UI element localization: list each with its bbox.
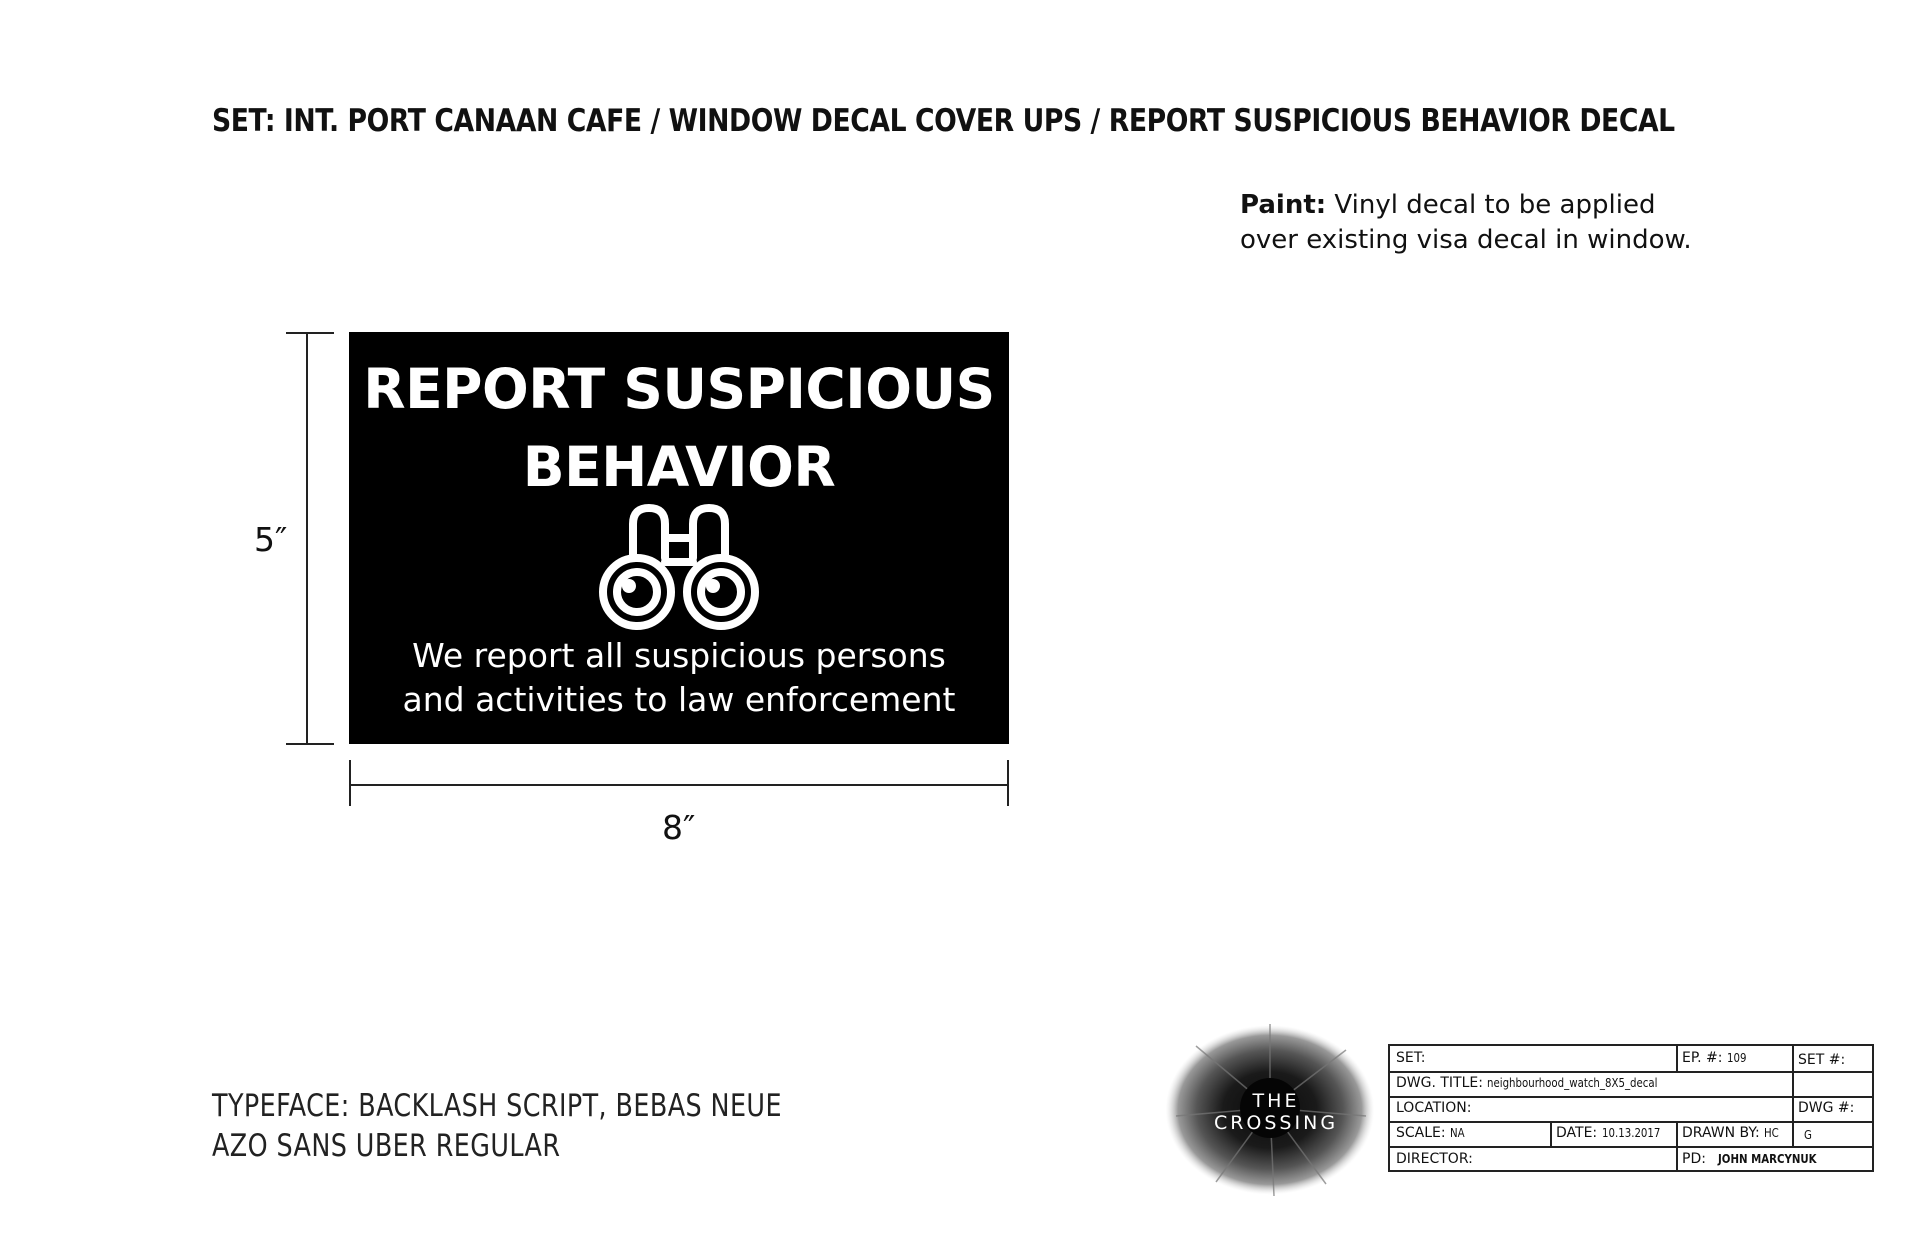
title-block-rule [1390, 1121, 1872, 1123]
decal-heading-line1: REPORT SUSPICIOUS [363, 357, 995, 421]
tb-dwg-num-label: DWG #: [1798, 1100, 1855, 1116]
tb-ep-label [1682, 1050, 1750, 1066]
tb-drawn-by-label: DRAWN BY: [1682, 1125, 1760, 1141]
typeface-line1: TYPEFACE: BACKLASH SCRIPT, BEBAS NEUE [212, 1088, 782, 1124]
tb-set-num-label: SET #: [1798, 1052, 1846, 1068]
decal-heading [349, 350, 1009, 506]
height-dim-line [306, 332, 308, 744]
paint-note [1240, 188, 1700, 258]
tb-director-label: DIRECTOR: [1396, 1151, 1473, 1167]
tb-pd-value: JOHN MARCYNUK [1718, 1152, 1817, 1166]
set-title: SET: INT. PORT CANAAN CAFE / WINDOW DECAL COVER UPS / REPORT SUSPICIOUS BEHAVIOR DECAL [212, 103, 1675, 139]
typeface-line2: AZO SANS UBER REGULAR [212, 1128, 561, 1164]
title-block-rule [1390, 1096, 1872, 1098]
height-dim-top-tick [286, 332, 334, 334]
tb-date-value: 10.13.2017 [1601, 1126, 1661, 1140]
tb-location-label: LOCATION: [1396, 1100, 1472, 1116]
width-dim-right-tick [1007, 760, 1009, 806]
width-dim-label: 8″ [662, 808, 696, 847]
tb-pd [1682, 1151, 1834, 1167]
tb-dwg-title-label: DWG. TITLE: [1396, 1075, 1483, 1091]
tb-scale-value: NA [1450, 1126, 1465, 1140]
title-block-rule [1676, 1121, 1678, 1172]
typeface-note [212, 1086, 782, 1166]
title-block-rule [1676, 1046, 1678, 1071]
title-block-rule [1390, 1071, 1872, 1073]
tb-scale [1396, 1125, 1467, 1141]
tb-dwg-title [1396, 1075, 1688, 1091]
tb-date [1556, 1125, 1670, 1141]
title-block-rule [1792, 1046, 1794, 1146]
title-block-rule [1390, 1146, 1872, 1148]
title-block-rule [1550, 1121, 1552, 1146]
height-dim-label: 5″ [254, 520, 288, 559]
decal-subtext [349, 634, 1009, 722]
decal-subtext-line1: We report all suspicious persons [412, 636, 946, 675]
tb-set-label: SET: [1396, 1050, 1426, 1066]
paint-label: Paint: [1240, 190, 1327, 220]
binoculars-icon [595, 500, 763, 630]
tb-drawn-by [1682, 1125, 1782, 1141]
height-dim-bottom-tick [286, 743, 334, 745]
tb-scale-label: SCALE: [1396, 1125, 1446, 1141]
tb-ep-value: 109 [1726, 1051, 1747, 1065]
tb-dwg-num-value [1804, 1127, 1813, 1143]
decal-heading-line2: BEHAVIOR [522, 435, 836, 499]
tb-dwg-title-value: neighbourhood_watch_8X5_decal [1487, 1076, 1658, 1090]
tb-date-label: DATE: [1556, 1125, 1598, 1141]
paint-text: Vinyl decal to be applied over existing visa decal in window. [1240, 190, 1692, 255]
tb-dwg-num-value-text: G [1804, 1128, 1812, 1142]
width-dim-line [349, 784, 1009, 786]
tb-ep-label-text: EP. #: [1682, 1050, 1723, 1066]
tb-drawn-by-value: HC [1764, 1126, 1780, 1140]
title-block [1388, 1044, 1874, 1172]
decal-artwork [349, 332, 1009, 744]
logo-text: THE CROSSING [1213, 1090, 1339, 1134]
tb-pd-label: PD: [1682, 1151, 1706, 1167]
decal-subtext-line2: and activities to law enforcement [402, 680, 956, 719]
width-dim-left-tick [349, 760, 351, 806]
